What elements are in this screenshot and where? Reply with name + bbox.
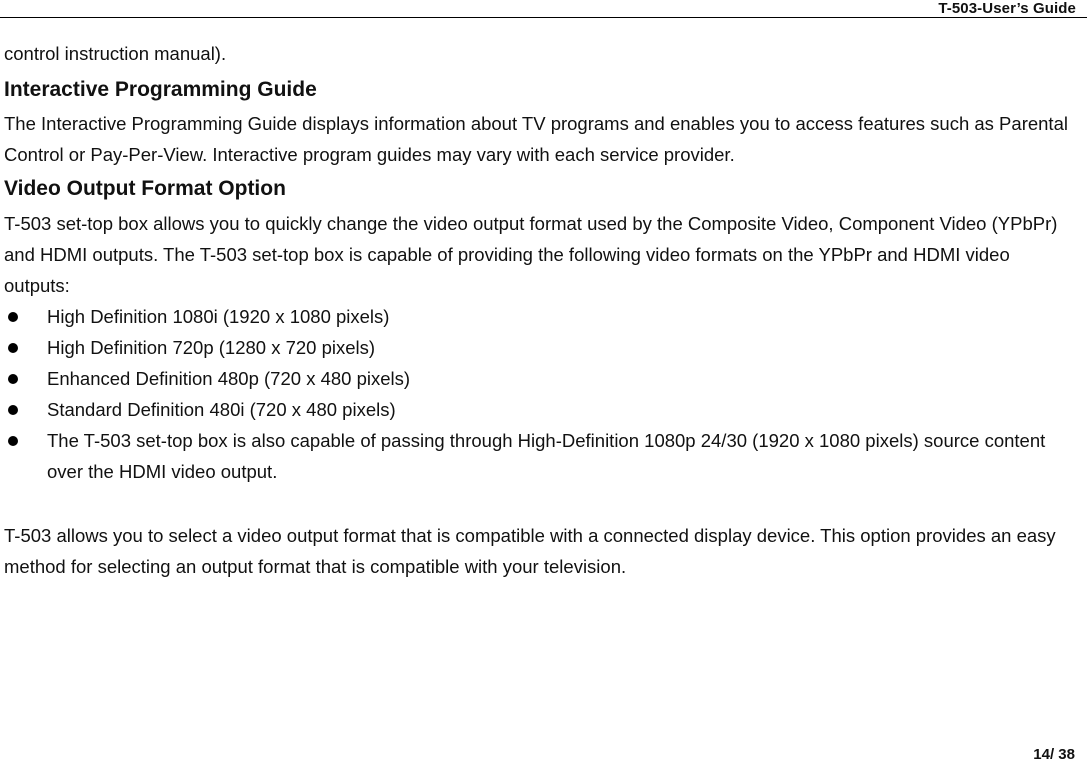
bullet-icon <box>4 332 47 363</box>
page-content <box>4 38 1079 582</box>
interactive-programming-guide-heading: Interactive Programming Guide <box>4 78 317 101</box>
list-item-text: High Definition 1080i (1920 x 1080 pixels) <box>47 306 390 327</box>
bullet-icon <box>4 425 47 487</box>
list-item-text: The T-503 set-top box is also capable of passing through High-Definition 1080p 24/30 (1920 x 1080 pixels) source content over the HDMI video output. <box>47 430 1046 482</box>
list-item-text: Standard Definition 480i (720 x 480 pixels) <box>47 399 396 420</box>
intro-fragment: control instruction manual). <box>4 43 227 64</box>
page-number: 14/ 38 <box>1033 746 1075 763</box>
document-title: T-503-User’s Guide <box>938 0 1076 17</box>
video-format-list <box>4 301 1079 487</box>
list-item-text: High Definition 720p (1280 x 720 pixels) <box>47 337 376 358</box>
interactive-programming-guide-paragraph: The Interactive Programming Guide displays information about TV programs and enables you to access features such as Parental Control or Pay-Per-View. Interactive program guides may vary with each service provider. <box>4 113 1068 165</box>
list-item <box>4 394 1079 425</box>
bullet-icon <box>4 363 47 394</box>
list-item <box>4 425 1079 487</box>
bullet-icon <box>4 394 47 425</box>
list-item <box>4 301 1079 332</box>
closing-paragraph: T-503 allows you to select a video output format that is compatible with a connected display device. This option provides an easy method for selecting an output format that is compatible with your television. <box>4 525 1056 577</box>
list-item-text: Enhanced Definition 480p (720 x 480 pixels) <box>47 368 411 389</box>
list-item <box>4 363 1079 394</box>
video-output-format-heading: Video Output Format Option <box>4 177 286 200</box>
bullet-icon <box>4 301 47 332</box>
page-header <box>0 0 1087 18</box>
video-output-format-paragraph: T-503 set-top box allows you to quickly change the video output format used by the Composite Video, Component Video (YPbPr) and HDMI outputs. The T-503 set-top box is capable of providing the following video formats on the YPbPr and HDMI video outputs: <box>4 213 1058 296</box>
list-item <box>4 332 1079 363</box>
